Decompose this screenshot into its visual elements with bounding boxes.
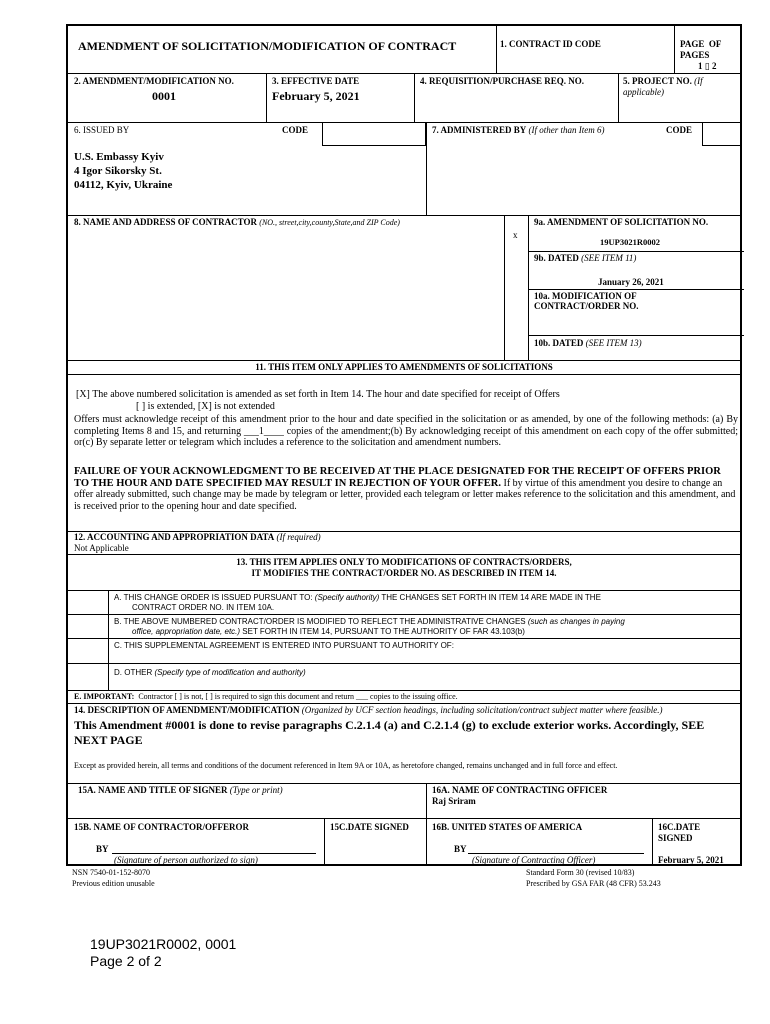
pages-label: PAGES [680, 50, 710, 60]
item6-label: 6. ISSUED BY [74, 125, 130, 135]
divider [68, 783, 740, 784]
divider [68, 360, 740, 361]
divider [674, 26, 675, 74]
divider [68, 554, 740, 555]
item15c-label: 15C.DATE SIGNED [330, 822, 409, 832]
item11-heading: 11. THIS ITEM ONLY APPLIES TO AMENDMENTS OF SOLICITATIONS [255, 362, 553, 372]
amendment-number: 0001 [152, 89, 176, 103]
prescribed-by-label: Prescribed by GSA FAR (48 CFR) 53.243 [526, 879, 661, 888]
issued-by-line2: 4 Igor Sikorsky St. [74, 165, 162, 177]
item10b-label: 10b. DATED (SEE ITEM 13) [534, 338, 642, 348]
item13-a-line1: A. THIS CHANGE ORDER IS ISSUED PURSUANT TO: (Specify authority) THE CHANGES SET FORTH IN ITEM 14 ARE MADE IN THE [114, 593, 601, 602]
page-of-label: PAGE OF [680, 39, 722, 49]
divider [652, 818, 653, 866]
item11-line1: [X] The above numbered solicitation is amended as set forth in Item 14. The hour and date specified for receipt of Offers [76, 389, 560, 400]
page-footer-ref: 19UP3021R0002, 0001 [90, 936, 237, 952]
item14-except: Except as provided herein, all terms and conditions of the document referenced in Item 9A or 10A, as heretofore changed, remains unchanged and in full force and effect. [74, 761, 618, 770]
item12-label: 12. ACCOUNTING AND APPROPRIATION DATA (If required) [74, 532, 321, 542]
item13-b-line2: office, appropriation date, etc.) SET FORTH IN ITEM 14, PURSUANT TO THE AUTHORITY OF FAR 43.103(b) [132, 627, 525, 636]
item16b-label: 16B. UNITED STATES OF AMERICA [432, 822, 583, 832]
divider [68, 374, 740, 375]
divider [266, 73, 267, 122]
divider [528, 251, 744, 252]
item16a-label: 16A. NAME OF CONTRACTING OFFICER [432, 785, 608, 795]
divider [496, 26, 497, 74]
divider [68, 73, 740, 74]
item11-failure: FAILURE OF YOUR ACKNOWLEDGMENT TO BE RECEIVED AT THE PLACE DESIGNATED FOR THE RECEIPT OF OFFERS PRIOR TO THE HOUR AND DATE SPECIFIED MAY RESULT IN REJECTION OF YOUR OFFER. If by virtue of this amendment you desire to change an offer already submitted, such change may be made by telegram or letter, provided each telegram or letter makes reference to the solicitation and this amendment, and is received prior to the opening hour and date specified. [74, 466, 736, 512]
divider [426, 818, 427, 866]
item5-label: 5. PROJECT NO. (If [623, 76, 703, 86]
divider [68, 215, 740, 216]
divider [324, 818, 325, 866]
sf30-form [66, 24, 742, 866]
issued-by-line1: U.S. Embassy Kyiv [74, 151, 164, 163]
item15a-label: 15A. NAME AND TITLE OF SIGNER (Type or print) [78, 785, 283, 795]
item9-x-mark[interactable]: x [513, 230, 518, 240]
item15b-label: 15B. NAME OF CONTRACTOR/OFFEROR [74, 822, 250, 832]
divider [108, 590, 109, 690]
item13-b-line1: B. THE ABOVE NUMBERED CONTRACT/ORDER IS MODIFIED TO REFLECT THE ADMINISTRATIVE CHANGES (such as changes in paying [114, 617, 625, 626]
divider [618, 73, 619, 122]
divider [68, 818, 740, 819]
item7-label: 7. ADMINISTERED BY (If other than Item 6) [432, 125, 605, 135]
issued-by-line3: 04112, Kyiv, Ukraine [74, 179, 173, 191]
item13-d-line: D. OTHER (Specify type of modification and authority) [114, 668, 306, 677]
item13-a-line2: CONTRACT ORDER NO. IN ITEM 10A. [132, 603, 275, 612]
nsn-number: NSN 7540-01-152-8070 [72, 868, 150, 877]
item7-code-label: CODE [666, 125, 693, 135]
form-title: AMENDMENT OF SOLICITATION/MODIFICATION OF CONTRACT [78, 39, 457, 53]
item9b-label: 9b. DATED (SEE ITEM 11) [534, 253, 637, 263]
contractor-signature-note: (Signature of person authorized to sign) [114, 855, 258, 865]
divider [68, 703, 740, 704]
item2-label: 2. AMENDMENT/MODIFICATION NO. [74, 76, 234, 86]
divider [504, 215, 505, 360]
divider [414, 73, 415, 122]
item15b-by: BY [96, 844, 109, 854]
page-footer-number: Page 2 of 2 [90, 953, 162, 969]
item9a-label: 9a. AMENDMENT OF SOLICITATION NO. [534, 217, 709, 227]
item-e: E. IMPORTANT: Contractor [ ] is not, [ ] is required to sign this document and return ___ copies to the issuing office. [74, 692, 458, 701]
divider [68, 590, 740, 591]
divider [528, 215, 529, 360]
officer-signature-line[interactable] [468, 853, 644, 854]
item6-code-box[interactable] [322, 122, 426, 146]
item14-label: 14. DESCRIPTION OF AMENDMENT/MODIFICATION (Organized by UCF section headings, including solicitation/contract subject matter where feasible.) [74, 705, 663, 715]
amendment-description: This Amendment #0001 is done to revise paragraphs C.2.1.4 (a) and C.2.1.4 (g) to exclude exterior works. Accordingly, SEE NEXT PAGE [74, 718, 705, 747]
previous-edition-note: Previous edition unusable [72, 879, 155, 888]
item10a-label-1: 10a. MODIFICATION OF [534, 291, 637, 301]
divider [68, 663, 740, 664]
item9b-date: January 26, 2021 [598, 277, 664, 287]
contracting-officer-name: Raj Sriram [432, 796, 476, 806]
divider [528, 335, 744, 336]
item10a-label-2: CONTRACT/ORDER NO. [534, 301, 639, 311]
officer-signature-note: (Signature of Contracting Officer) [472, 855, 596, 865]
item6-code-label: CODE [282, 125, 309, 135]
divider [68, 690, 740, 691]
solicitation-number: 19UP3021R0002 [600, 237, 660, 247]
effective-date: February 5, 2021 [272, 89, 360, 103]
contractor-signature-line[interactable] [112, 853, 316, 854]
item16b-by: BY [454, 844, 467, 854]
item16c-label-2: SIGNED [658, 833, 693, 843]
item7-code-box[interactable] [702, 122, 742, 146]
item5-note: applicable) [623, 87, 664, 97]
item13-c-line: C. THIS SUPPLEMENTAL AGREEMENT IS ENTERED INTO PURSUANT TO AUTHORITY OF: [114, 641, 454, 650]
accounting-value: Not Applicable [74, 543, 129, 553]
item11-para1: Offers must acknowledge receipt of this amendment prior to the hour and date specified in the solicitation or as amended, by one of the following methods: (a) By completing Items 8 and 15, and returning ___1____ copies of the amendment;(b) By acknowledging receipt of this amendment on each copy of the offer submitted; or(c) By separate letter or telegram which includes a reference to the solicitation and amendment numbers. [74, 414, 738, 449]
item8-label: 8. NAME AND ADDRESS OF CONTRACTOR (NO., street,city,county,State,and ZIP Code) [74, 217, 400, 227]
page-of-value: 1 ▯ 2 [698, 61, 717, 71]
item3-label: 3. EFFECTIVE DATE [272, 76, 360, 86]
item11-line2: [ ] is extended, [X] is not extended [136, 401, 275, 412]
date-signed-value: February 5, 2021 [658, 855, 724, 865]
standard-form-label: Standard Form 30 (revised 10/83) [526, 868, 635, 877]
item13-heading-1: 13. THIS ITEM APPLIES ONLY TO MODIFICATIONS OF CONTRACTS/ORDERS, [236, 557, 572, 567]
item16c-label-1: 16C.DATE [658, 822, 701, 832]
divider [528, 289, 744, 290]
contract-id-label: 1. CONTRACT ID CODE [500, 39, 601, 49]
divider [426, 122, 427, 215]
item4-label: 4. REQUISITION/PURCHASE REQ. NO. [420, 76, 585, 86]
divider [426, 783, 427, 818]
item13-heading-2: IT MODIFIES THE CONTRACT/ORDER NO. AS DESCRIBED IN ITEM 14. [251, 568, 557, 578]
divider [68, 638, 740, 639]
divider [68, 614, 740, 615]
